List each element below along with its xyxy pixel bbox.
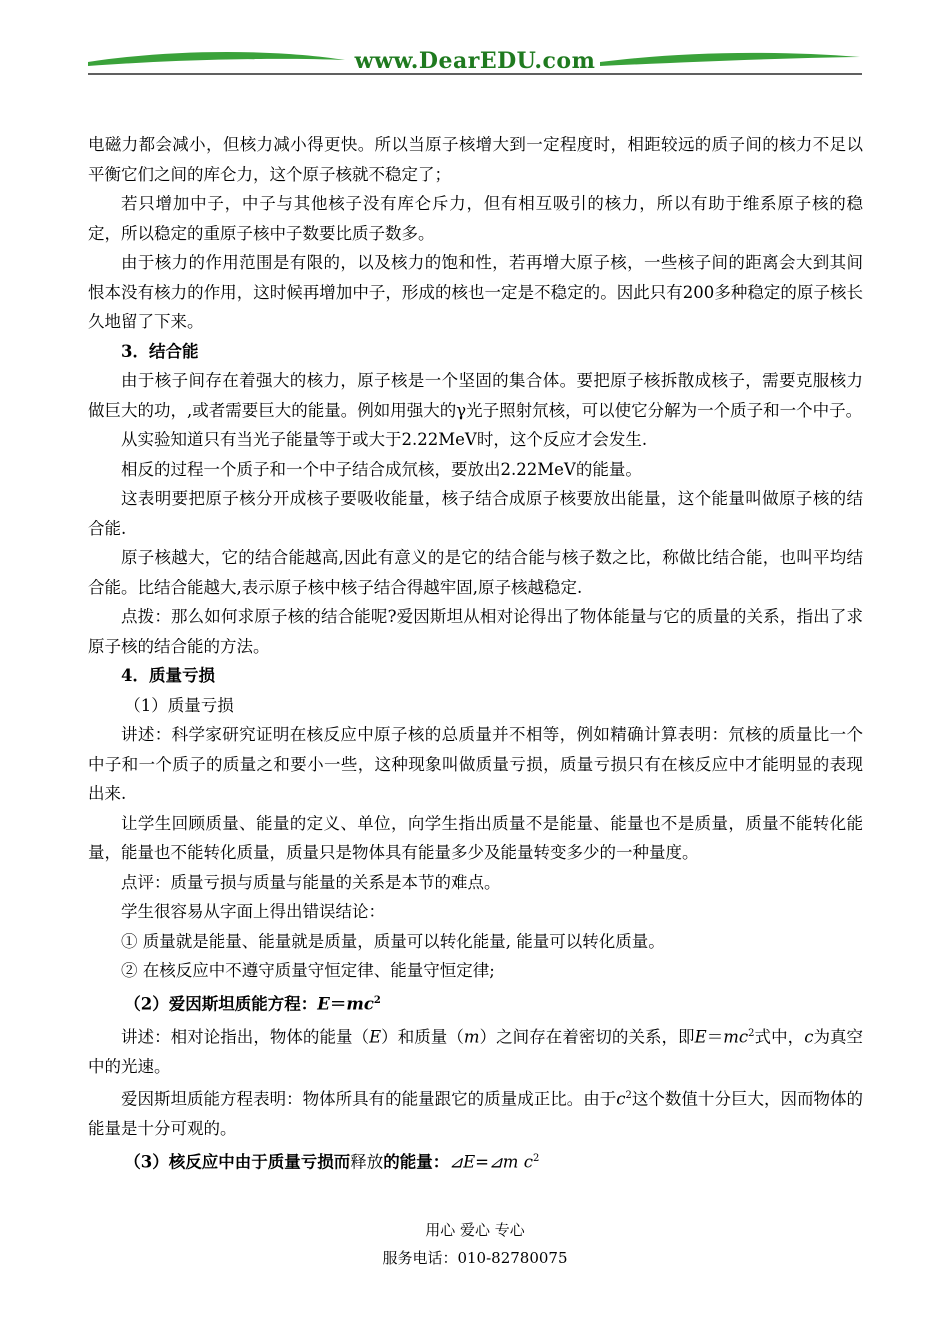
- paragraph: [88, 1019, 863, 1082]
- paragraph: 学生很容易从字面上得出错误结论：: [121, 902, 385, 921]
- paragraph: 讲述：科学家研究证明在核反应中原子核的总质量并不相等，例如精确计算表明：氘核的质量比一个中子和一个质子的质量之和要小一些，这种现象叫做质量亏损，质量亏损只有在核反应中才能明显的表现出来.: [88, 725, 863, 803]
- formula-symbol: c: [804, 1027, 814, 1046]
- paragraph: 电磁力都会减小，但核力减小得更快。所以当原子核增大到一定程度时，相距较远的质子间的核力不足以平衡它们之间的库仑力，这个原子核就不稳定了；: [88, 135, 863, 184]
- paragraph: 点拨：那么如何求原子核的结合能呢?爱因斯坦从相对论得出了物体能量与它的质量的关系，指出了求原子核的结合能的方法。: [88, 607, 863, 656]
- subsection-label: （2）爱因斯坦质能方程：: [124, 994, 318, 1013]
- footer-slogan: 用心 爱心 专心: [425, 1221, 525, 1239]
- formula-symbol: ＝: [329, 994, 347, 1013]
- paragraph: 从实验知道只有当光子能量等于或大于2.22MeV时，这个反应才会发生.: [121, 430, 648, 449]
- paragraph: 原子核越大，它的结合能越高,因此有意义的是它的结合能与核子数之比，称做比结合能，也叫平均结合能。比结合能越大,表示原子核中核子结合得越牢固,原子核越稳定.: [88, 548, 863, 597]
- section-heading: 4．质量亏损: [121, 666, 215, 685]
- text-run: 爱因斯坦质能方程表明：物体所具有的能量跟它的质量成正比。由于: [121, 1089, 617, 1109]
- paragraph: 由于核力的作用范围是有限的，以及核力的饱和性，若再增大原子核，一些核子间的距离会大到其间恨本没有核力的作用，这时候再增加中子，形成的核也一定是不稳定的。因此只有200多种稳定的原子核长久地留了下来。: [88, 253, 863, 331]
- paragraph: 相反的过程一个质子和一个中子结合成氘核，要放出2.22MeV的能量。: [121, 459, 642, 479]
- formula-symbol: E: [369, 1027, 382, 1046]
- formula-symbol: E: [694, 1027, 707, 1046]
- formula-exponent: 2: [532, 1152, 540, 1164]
- subsection-heading: （1）质量亏损: [124, 695, 234, 715]
- subsection-heading: [88, 1144, 863, 1177]
- paragraph: 点评：质量亏损与质量与能量的关系是本节的难点。: [121, 872, 501, 892]
- footer-phone: 服务电话：010-82780075: [382, 1249, 568, 1267]
- formula-symbol: ＝: [706, 1027, 724, 1046]
- page-header: [0, 0, 950, 80]
- section-heading: 3．结合能: [121, 341, 199, 361]
- formula-symbol: mc: [346, 994, 374, 1013]
- text-run: 式中，: [754, 1027, 805, 1046]
- subsection-label: （3）核反应中由于质量亏损而: [124, 1152, 351, 1171]
- site-logo-text: www.DearEDU.com: [354, 48, 596, 74]
- paragraph: 若只增加中子，中子与其他核子没有库仑斥力，但有相互吸引的核力，所以有助于维系原子核的稳定，所以稳定的重原子核中子数要比质子数多。: [88, 194, 863, 243]
- subsection-label: 的能量：: [383, 1152, 450, 1171]
- formula-symbol: mc: [723, 1027, 749, 1046]
- page-footer: [0, 1216, 950, 1272]
- text-run: 为真空中的光速。: [88, 1027, 864, 1076]
- paragraph: 由于核子间存在着强大的核力，原子核是一个坚固的集合体。要把原子核拆散成核子，需要克服核力做巨大的功，,或者需要巨大的能量。例如用强大的γ光子照射氘核，可以使它分解为一个质子和一个中子。: [88, 371, 863, 420]
- text-run: ）之间存在着密切的关系，即: [479, 1027, 695, 1046]
- paragraph: 这表明要把原子核分开成核子要吸收能量，核子结合成原子核要放出能量，这个能量叫做原子核的结合能.: [88, 489, 863, 538]
- document-body: [88, 130, 863, 1177]
- list-item: ① 质量就是能量、能量就是质量，质量可以转化能量, 能量可以转化质量。: [121, 931, 665, 951]
- formula-symbol: E: [317, 994, 330, 1013]
- paragraph: 让学生回顾质量、能量的定义、单位，向学生指出质量不是能量、能量也不是质量，质量不能转化能量，能量也不能转化质量，质量只是物体具有能量多少及能量转变多少的一种量度。: [88, 813, 863, 862]
- paragraph: [88, 1081, 863, 1144]
- list-item: ② 在核反应中不遵守质量守恒定律、能量守恒定律;: [121, 961, 495, 980]
- formula-exponent: 2: [373, 994, 381, 1006]
- text-run: 这个数值十分巨大，因而物体的能量是十分可观的。: [88, 1089, 864, 1138]
- text-run: ）和质量（: [381, 1027, 464, 1046]
- formula-symbol: c: [616, 1089, 626, 1109]
- formula-exponent: 2: [748, 1027, 755, 1039]
- text-run: 释放: [350, 1152, 384, 1171]
- formula-exponent: 2: [625, 1090, 632, 1101]
- formula-symbol: m: [463, 1027, 480, 1046]
- text-run: 讲述：相对论指出，物体的能量（: [121, 1027, 370, 1046]
- subsection-heading: [88, 986, 863, 1019]
- formula-symbol: ⊿E=⊿m c: [449, 1152, 533, 1171]
